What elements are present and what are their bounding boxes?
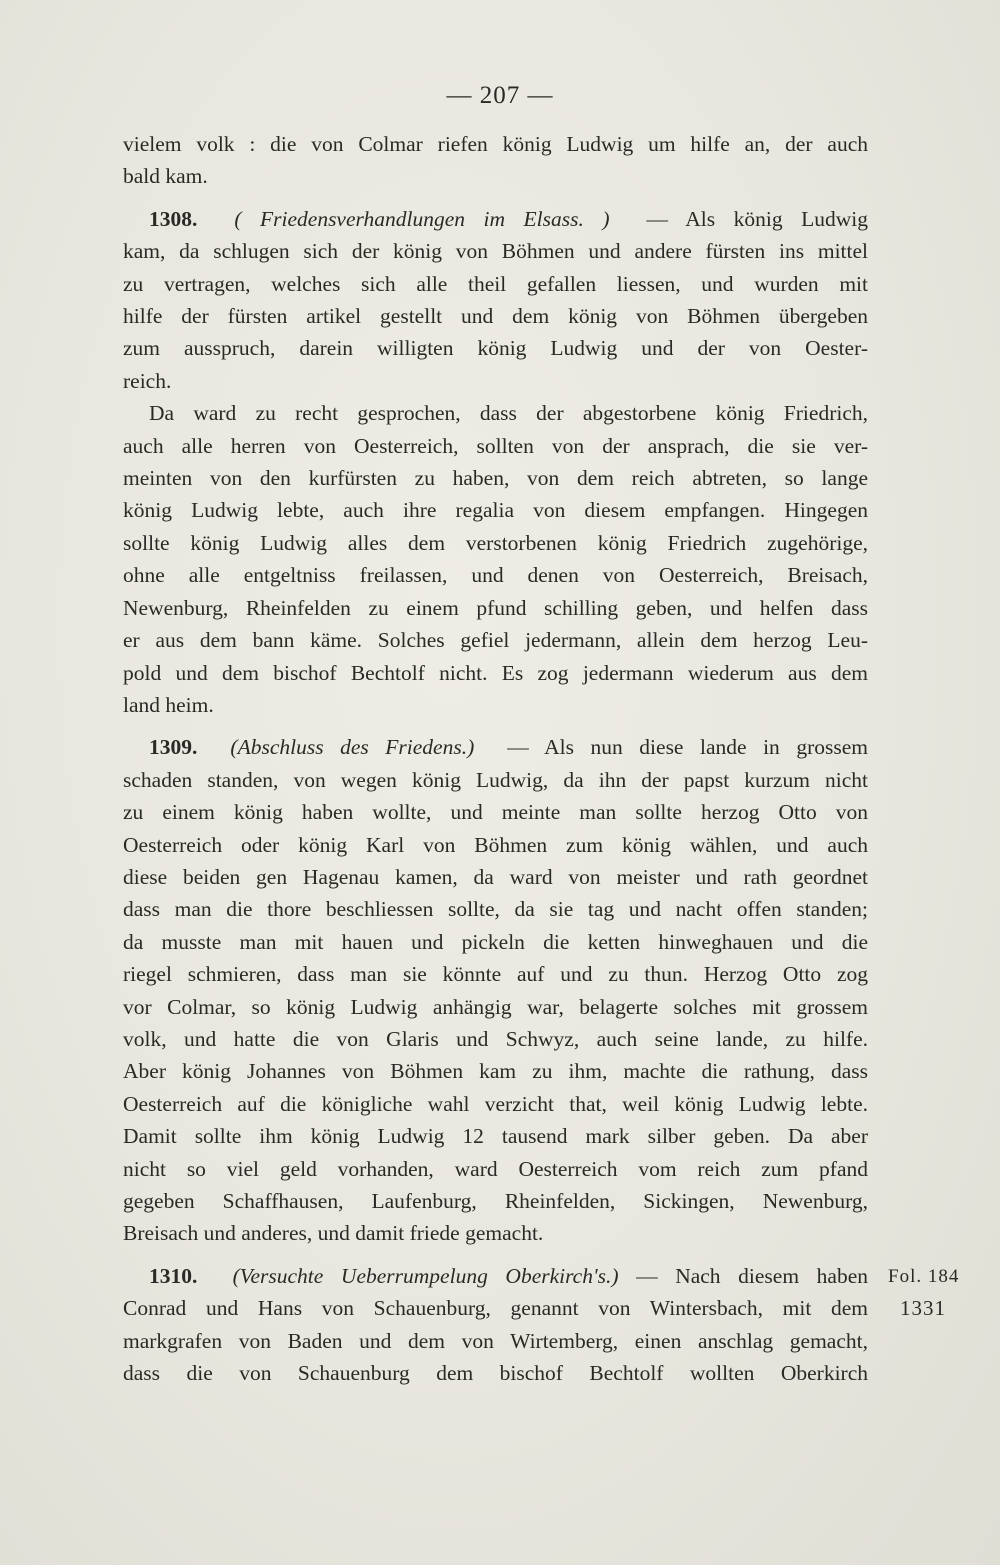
- text-line: hilfe der fürsten artikel gestellt und dem könig von Böhmen übergeben: [123, 304, 868, 329]
- text-line: ohne alle entgeltniss freilassen, und denen von Oesterreich, Breisach,: [123, 563, 868, 588]
- text-line: Breisach und anderes, und damit friede gemacht.: [123, 1221, 544, 1246]
- paragraph-1308: [123, 203, 868, 397]
- section-heading-line: [123, 1260, 868, 1292]
- text-line: Da ward zu recht gesprochen, dass der abgestorbene könig Friedrich,: [149, 401, 868, 426]
- section-first-line-text: — Als könig Ludwig: [646, 206, 868, 231]
- text-line: Newenburg, Rheinfelden zu einem pfund schilling geben, und helfen dass: [123, 595, 868, 620]
- text-line: dass die von Schauenburg dem bischof Bechtolf wollten Oberkirch: [123, 1361, 868, 1386]
- text-line: bald kam.: [123, 164, 208, 189]
- text-line: nicht so viel geld vorhanden, ward Oesterreich vom reich zum pfand: [123, 1156, 868, 1181]
- text-line: markgrafen von Baden und dem von Wirtemberg, einen anschlag gemacht,: [123, 1328, 868, 1353]
- text-line: Oesterreich oder könig Karl von Böhmen zum könig wählen, und auch: [123, 832, 868, 857]
- margin-note-year: 1331: [900, 1296, 946, 1320]
- section-first-line-text: — Nach diesem haben: [636, 1263, 868, 1288]
- text-line: riegel schmieren, dass man sie könnte auf und zu thun. Herzog Otto zog: [123, 962, 868, 987]
- text-line: zum ausspruch, darein willigten könig Ludwig und der von Oester-: [123, 336, 868, 361]
- paragraph-1308-continued: [123, 397, 868, 721]
- section-number: 1310.: [149, 1263, 198, 1288]
- paragraph-1310: [123, 1260, 868, 1390]
- page-number: — 207 —: [446, 82, 554, 109]
- section-title: ( Friedensverhandlungen im Elsass. ): [234, 206, 610, 231]
- text-line: zu vertragen, welches sich alle theil gefallen liessen, und wurden mit: [123, 271, 868, 296]
- text-line: vielem volk : die von Colmar riefen könig Ludwig um hilfe an, der auch: [123, 132, 868, 156]
- text-line: pold und dem bischof Bechtolf nicht. Es zog jedermann wiederum aus dem: [123, 660, 868, 685]
- paragraph-continuation: [123, 128, 868, 193]
- text-line: diese beiden gen Hagenau kamen, da ward von meister und rath geordnet: [123, 864, 868, 889]
- margin-note-folio: Fol. 184: [888, 1266, 960, 1287]
- section-number: 1308.: [149, 206, 198, 231]
- text-line: Oesterreich auf die königliche wahl verzicht that, weil könig Ludwig lebte.: [123, 1091, 868, 1116]
- text-line: sollte könig Ludwig alles dem verstorbenen könig Friedrich zugehörige,: [123, 530, 868, 555]
- text-line: da musste man mit hauen und pickeln die ketten hinweghauen und die: [123, 929, 868, 954]
- text-line: zu einem könig haben wollte, und meinte man sollte herzog Otto von: [123, 800, 868, 825]
- text-line: dass man die thore beschliessen sollte, da sie tag und nacht offen standen;: [123, 897, 868, 922]
- text-line: Damit sollte ihm könig Ludwig 12 tausend mark silber geben. Da aber: [123, 1124, 868, 1149]
- text-line: volk, und hatte die von Glaris und Schwyz, auch seine lande, zu hilfe.: [123, 1026, 868, 1051]
- section-title: (Versuchte Ueberrumpelung Oberkirch's.): [232, 1263, 619, 1288]
- text-line: Conrad und Hans von Schauenburg, genannt von Wintersbach, mit dem: [123, 1296, 868, 1321]
- text-line: gegeben Schaffhausen, Laufenburg, Rheinfelden, Sickingen, Newenburg,: [123, 1189, 868, 1213]
- paragraph-1309: [123, 731, 868, 1250]
- section-heading-line: [123, 731, 868, 763]
- section-heading-line: [123, 203, 868, 235]
- text-column: [123, 128, 868, 1389]
- section-title: (Abschluss des Friedens.): [230, 735, 475, 760]
- text-line: könig Ludwig lebte, auch ihre regalia von diesem empfangen. Hingegen: [123, 498, 868, 523]
- text-line: kam, da schlugen sich der könig von Böhmen und andere fürsten ins mittel: [123, 239, 868, 264]
- text-line: meinten von den kurfürsten zu haben, von dem reich abtreten, so lange: [123, 466, 868, 491]
- text-line: auch alle herren von Oesterreich, sollten von der ansprach, die sie ver-: [123, 433, 868, 458]
- paragraph-gap: [123, 721, 868, 731]
- paragraph-gap: [123, 193, 868, 203]
- text-line: schaden standen, von wegen könig Ludwig, da ihn der papst kurzum nicht: [123, 767, 868, 792]
- section-number: 1309.: [149, 735, 198, 760]
- text-line: er aus dem bann käme. Solches gefiel jedermann, allein dem herzog Leu-: [123, 628, 868, 653]
- text-line: Aber könig Johannes von Böhmen kam zu ihm, machte die rathung, dass: [123, 1059, 868, 1084]
- paragraph-gap: [123, 1250, 868, 1260]
- text-line: vor Colmar, so könig Ludwig anhängig war, belagerte solches mit grossem: [123, 994, 868, 1019]
- text-line: reich.: [123, 368, 172, 393]
- section-first-line-text: — Als nun diese lande in grossem: [507, 735, 868, 760]
- text-line: land heim.: [123, 692, 214, 717]
